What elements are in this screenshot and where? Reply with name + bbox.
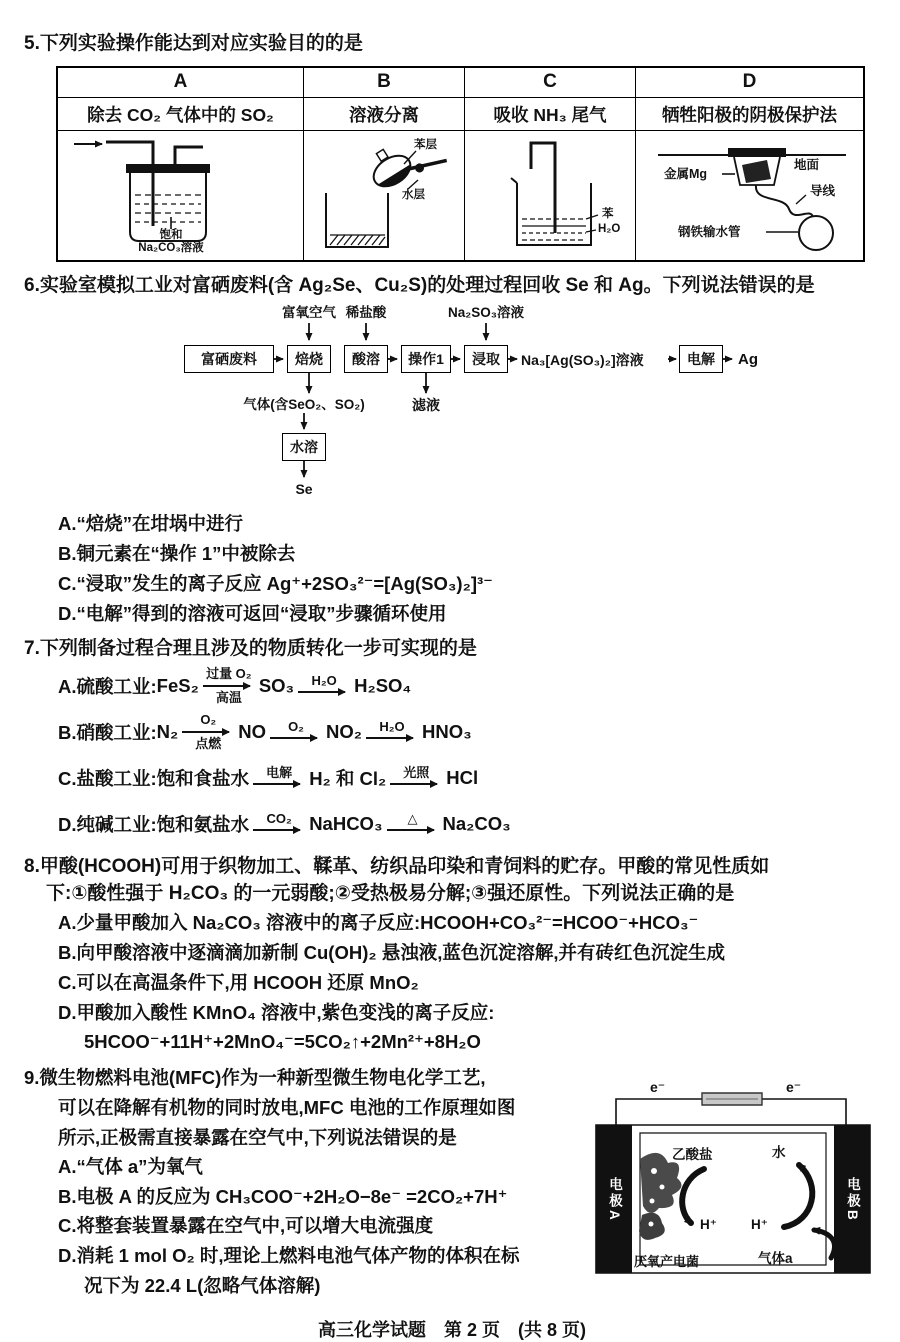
q5-purpose-c: 吸收 NH₃ 尾气 (465, 98, 636, 131)
q7d-intermediate: NaHCO₃ (309, 812, 383, 834)
electron-flow-right-label: e⁻ (786, 1079, 802, 1096)
reaction-arrow (203, 666, 255, 705)
question-9 (24, 1063, 880, 1300)
ground-label: 地面 (794, 158, 820, 173)
arrow-condition-below: 点燃 (195, 735, 222, 751)
flow-input-oxygen-air: 富氧空气 (282, 305, 336, 321)
flow-input-na2so3: Na₂SO₃溶液 (447, 305, 524, 321)
arrow-condition-below (276, 788, 282, 790)
q5-purpose-d: 牺牲阳极的阴极保护法 (636, 98, 865, 131)
arrow-condition-below (276, 834, 282, 836)
q7-option-c (24, 755, 880, 801)
q7a-label: A.硫酸工业: (58, 675, 157, 697)
reaction-arrow (366, 719, 418, 745)
separating-funnel-art (304, 131, 464, 259)
flow-box-operation1: 操作1 (401, 345, 451, 373)
q9-option-d-line1: D.消耗 1 mol O₂ 时,理论上燃料电池气体产物的体积在标 (58, 1245, 520, 1267)
q7-option-b (24, 709, 880, 755)
flow-product-se: Se (295, 481, 313, 498)
reaction-arrow (182, 712, 234, 751)
q9-intro-line2: 可以在降解有机物的同时放电,MFC 电池的工作原理如图 (58, 1097, 516, 1119)
q5-header-d: D (636, 67, 865, 98)
arrow-condition-above: H₂O (379, 718, 405, 734)
q8-option-a: A.少量甲酸加入 Na₂CO₃ 溶液中的离子反应:HCOOH+CO₃²⁻=HCOO⁻+HCO₃⁻ (58, 911, 699, 933)
q7b-intermediate1: NO (238, 720, 267, 742)
arrow-condition-above: 电解 (266, 764, 293, 780)
reaction-arrow (298, 673, 350, 699)
arrow-condition-below (413, 788, 419, 790)
arrow-condition-above: 过量 O₂ (206, 665, 252, 681)
q7c-reactant: 饱和食盐水 (156, 767, 250, 789)
q7c-intermediate: H₂ 和 Cl₂ (309, 767, 387, 789)
arrow-condition-below (389, 742, 395, 744)
q7c-product: HCl (446, 766, 479, 788)
reaction-arrow (253, 811, 305, 837)
q5-purpose-row (57, 98, 864, 131)
gas-washing-bottle-diagram (58, 131, 303, 259)
arrow-condition-above: CO₂ (266, 810, 292, 826)
q6-option-b: B.铜元素在“操作 1”中被除去 (58, 543, 296, 565)
q8-title-line1: 8.甲酸(HCOOH)可用于织物加工、鞣革、纺织品印染和青饲料的贮存。甲酸的常见性质如 (24, 855, 770, 877)
q7d-reactant: 饱和氨盐水 (156, 813, 250, 835)
q7a-product: H₂SO₄ (354, 674, 412, 696)
arrow-shaft (270, 734, 322, 742)
q7-option-d (24, 801, 880, 847)
water-layer-label: 水层 (402, 189, 425, 202)
reaction-arrow (387, 811, 439, 837)
question-8 (24, 853, 880, 1058)
arrow-condition-above: H₂O (311, 672, 337, 688)
electrode-b-label: 电极B (845, 1176, 860, 1223)
arrow-shaft (298, 688, 350, 696)
arrow-condition-below (293, 742, 299, 744)
q6-option-d: D.“电解”得到的溶液可返回“浸取”步骤循环使用 (58, 603, 447, 624)
arrow-shaft (182, 728, 234, 736)
arrow-shaft (203, 682, 255, 690)
electrode-a-label: 电极A (607, 1176, 622, 1223)
gas-a-label: 气体a (758, 1251, 793, 1267)
q5-table (56, 66, 865, 262)
wire-label: 导线 (810, 184, 836, 199)
arrow-shaft (387, 826, 439, 834)
q6-option-a: A.“焙烧”在坩埚中进行 (58, 513, 244, 535)
benzene-label: 苯 (602, 208, 614, 221)
q6-option-c: C.“浸取”发生的离子反应 Ag⁺+2SO₃²⁻=[Ag(SO₃)₂]³⁻ (58, 573, 493, 595)
q7b-product: HNO₃ (422, 720, 472, 742)
flow-input-dilute-hcl: 稀盐酸 (345, 305, 387, 321)
arrow-condition-below: 高温 (215, 689, 242, 705)
q7b-label: B.硝酸工业: (58, 721, 157, 743)
q9-option-a: A.“气体 a”为氧气 (58, 1156, 203, 1178)
q5-diagram-row (57, 131, 864, 261)
q9-diagram-column (580, 1063, 880, 1300)
h-plus-right-label: H⁺ (751, 1217, 768, 1233)
q8-option-d: D.甲酸加入酸性 KMnO₄ 溶液中,紫色变浅的离子反应: (58, 1001, 495, 1023)
flow-silver-solution: Na₃[Ag(SO₃)₂]溶液 (521, 352, 644, 369)
q5-title: 5.下列实验操作能达到对应实验目的的是 (24, 33, 363, 54)
q9-text-column (24, 1063, 580, 1300)
q7c-label: C.盐酸工业: (58, 767, 157, 789)
mfc-cell-diagram (588, 1067, 880, 1279)
flow-box-electrolysis: 电解 (679, 345, 723, 373)
q9-intro-line1: 9.微生物燃料电池(MFC)作为一种新型微生物电化学工艺, (24, 1067, 486, 1089)
arrow-condition-below (410, 834, 416, 836)
q9-intro-line3: 所示,正极需直接暴露在空气中,下列说法错误的是 (58, 1126, 457, 1148)
arrow-condition-above: O₂ (200, 711, 217, 727)
anaerobic-bacteria-label: 厌氧产电菌 (634, 1254, 700, 1270)
q7-option-a (24, 663, 880, 709)
na2co3-solution-label: Na₂CO₃溶液 (138, 242, 204, 255)
q5-purpose-b: 溶液分离 (304, 98, 465, 131)
arrow-condition-above: △ (407, 810, 418, 826)
water-label: 水 (772, 1145, 786, 1161)
flow-product-ag: Ag (738, 351, 758, 369)
q9-option-b: B.电极 A 的反应为 CH₃COO⁻+2H₂O−8e⁻ =2CO₂+7H⁺ (58, 1185, 508, 1207)
cathodic-protection-diagram (636, 131, 863, 259)
reaction-arrow (253, 765, 305, 791)
nh3-absorption-diagram (465, 131, 635, 259)
q8-option-d-equation: 5HCOO⁻+11H⁺+2MnO₄⁻=5CO₂↑+2Mn²⁺+8H₂O (84, 1031, 481, 1053)
arrow-shaft (253, 826, 305, 834)
separating-funnel-diagram (304, 131, 464, 259)
q7a-intermediate: SO₃ (258, 674, 295, 696)
flow-box-water-dissolve: 水溶 (282, 433, 326, 461)
q5-header-row (57, 67, 864, 98)
q6-flowchart (174, 305, 814, 507)
arrow-condition-above: 光照 (403, 764, 430, 780)
saturated-label: 饱和 (159, 229, 183, 242)
q7d-product: Na₂CO₃ (442, 812, 511, 834)
benzene-layer-label: 苯层 (414, 139, 437, 152)
q7a-reactant: FeS₂ (156, 674, 199, 696)
steel-pipe-label: 钢铁输水管 (678, 225, 741, 240)
q9-option-d-line2: 况下为 22.4 L(忽略气体溶解) (84, 1274, 321, 1296)
q9-option-c: C.将整套装置暴露在空气中,可以增大电流强度 (58, 1215, 434, 1237)
nh3-absorption-art (465, 131, 635, 259)
electron-flow-left-label: e⁻ (650, 1079, 666, 1096)
question-6 (24, 272, 880, 629)
reaction-arrow (390, 765, 442, 791)
q8-option-c: C.可以在高温条件下,用 HCOOH 还原 MnO₂ (58, 971, 419, 993)
arrow-condition-above: O₂ (288, 718, 304, 734)
flow-box-acid-dissolve: 酸溶 (344, 345, 388, 373)
page-footer: 高三化学试题 第 2 页 (共 8 页) (317, 1320, 586, 1341)
arrow-condition-below (321, 696, 327, 698)
acetate-label: 乙酸盐 (672, 1147, 713, 1163)
water-label: H₂O (598, 223, 621, 236)
q7-title: 7.下列制备过程合理且涉及的物质转化一步可实现的是 (24, 637, 477, 659)
flow-box-roasting: 焙烧 (287, 345, 331, 373)
q5-header-a: A (57, 67, 304, 98)
q8-option-b: B.向甲酸溶液中逐滴滴加新制 Cu(OH)₂ 悬浊液,蓝色沉淀溶解,并有砖红色沉淀生成 (58, 941, 726, 963)
flow-box-leaching: 浸取 (464, 345, 508, 373)
h-plus-left-label: H⁺ (700, 1217, 717, 1233)
arrow-shaft (390, 780, 442, 788)
q5-header-c: C (465, 67, 636, 98)
question-5 (24, 30, 880, 262)
flow-gas-label: 气体(含SeO₂、SO₂) (243, 397, 365, 413)
q8-title-line2: 下:①酸性强于 H₂CO₃ 的一元弱酸;②受热极易分解;③强还原性。下列说法正确的是 (46, 883, 735, 905)
q7d-label: D.纯碱工业: (58, 813, 157, 835)
flow-box-selenium-waste: 富硒废料 (184, 345, 274, 373)
q6-title: 6.实验室模拟工业对富硒废料(含 Ag₂Se、Cu₂S)的处理过程回收 Se 和 Ag。下列说法错误的是 (24, 274, 815, 296)
arrow-shaft (366, 734, 418, 742)
arrow-shaft (253, 780, 305, 788)
q7b-intermediate2: NO₂ (326, 720, 362, 742)
flow-filtrate-label: 滤液 (412, 397, 440, 414)
q5-purpose-a: 除去 CO₂ 气体中的 SO₂ (57, 98, 304, 131)
reaction-arrow (270, 719, 322, 745)
metal-mg-label: 金属Mg (664, 167, 708, 182)
question-7 (24, 635, 880, 847)
q5-header-b: B (304, 67, 465, 98)
q7b-reactant: N₂ (156, 720, 179, 742)
